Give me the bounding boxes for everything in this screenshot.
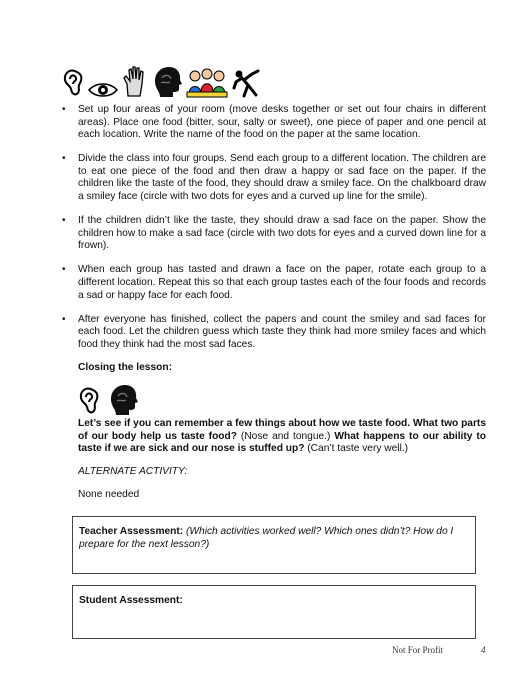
teacher-assessment-label: Teacher Assessment: [79, 526, 184, 537]
list-item: • If the children didn’t like the taste, they should draw a sad face on the paper. Show the children how to make a sad face (circle with two dots for eyes and a curved down line for a frown). [62, 215, 486, 253]
head-profile-icon [152, 66, 182, 98]
alternate-activity-label: ALTERNATE ACTIVITY: [78, 466, 188, 477]
teacher-assessment-prompt: (Which activities worked well? Which ones didn’t? How do I prepare for the next lesson?) [79, 526, 454, 550]
list-item: • Divide the class into four groups. Send each group to a different location. The children are to eat one piece of the food and then draw a happy or sad face on the paper. If the children like the taste of the food, they should draw a smiley face. On the chalkboard draw a smiley face (circle with two dots for eyes and a curved up line for the smile). [62, 153, 486, 203]
eye-icon [88, 82, 118, 98]
ear-icon [62, 68, 84, 98]
instruction-list [62, 104, 486, 363]
page-number: 4 [481, 645, 486, 655]
hand-icon [122, 66, 148, 98]
teacher-assessment-box [72, 516, 476, 574]
closing-question-2: What happens to our ability to taste if we are sick and our nose is stuffed up? [78, 430, 486, 455]
list-item: • Set up four areas of your room (move desks together or set out four chairs in different areas). Place one food (bitter, sour, salty or sweet), one piece of paper and one pencil at each location. Write the name of the food on the paper at the same location. [62, 104, 486, 142]
closing-question-1: Let’s see if you can remember a few things about how we taste food. What two parts of our body help us taste food? [78, 418, 486, 442]
head-profile-icon [108, 384, 138, 416]
group-icon [186, 68, 228, 98]
ear-icon [78, 386, 100, 416]
closing-icons-row [78, 384, 138, 416]
list-item: • After everyone has finished, collect the papers and count the smiley and sad faces for each food. Let the children guess which taste they think had more smiley faces and which food they think had the most sad faces. [62, 314, 486, 352]
student-assessment-box [72, 585, 476, 639]
closing-questions [78, 418, 486, 456]
stretching-person-icon [232, 68, 260, 98]
student-assessment-label: Student Assessment: [79, 595, 183, 606]
list-item: • When each group has tasted and drawn a face on the paper, rotate each group to a different location. Repeat this so that each group tastes each of the four foods and records a sad or happy face for each food. [62, 264, 486, 302]
footer-text: Not For Profit [392, 645, 444, 655]
activity-icons-row [62, 66, 260, 98]
closing-heading: Closing the lesson: [78, 362, 172, 373]
closing-answer-2: (Can’t taste very well.) [304, 443, 409, 455]
alternate-activity-value: None needed [78, 489, 140, 500]
closing-answer-1: (Nose and tongue.) [236, 430, 335, 442]
